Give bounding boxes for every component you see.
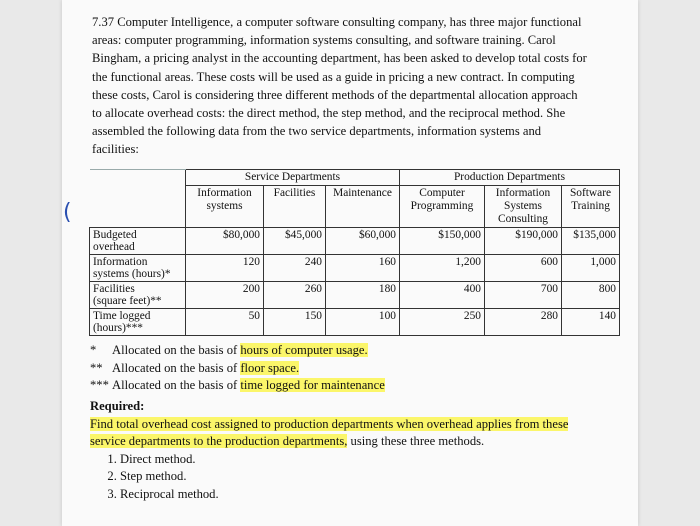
intro-line: areas: computer programming, information systems consulting, and software training. Carol (92, 33, 556, 48)
row-label: Budgeted overhead (90, 228, 186, 255)
table-cell: 600 (485, 255, 562, 282)
footnotes (90, 342, 610, 395)
list-item: 1. Direct method. (120, 451, 620, 469)
required-instruction-line: service departments to the production departments, using these three methods. (90, 434, 485, 448)
list-item: 2. Step method. (120, 468, 620, 486)
col-header-information-systems: Information systems (186, 186, 264, 228)
table-cell: 50 (186, 309, 264, 336)
footnote: * Allocated on the basis of hours of computer usage. (90, 342, 610, 360)
table-cell: 700 (485, 282, 562, 309)
row-label: Information systems (hours)* (90, 255, 186, 282)
col-header-software-training: Software Training (562, 186, 620, 228)
row-label: Time logged (hours)*** (90, 309, 186, 336)
intro-line: the functional areas. These costs will be used as a guide in pricing a new contract. In computing (92, 69, 575, 84)
table-cell: $135,000 (562, 228, 620, 255)
row-label: Facilities (square feet)** (90, 282, 186, 309)
table-cell: $60,000 (326, 228, 400, 255)
problem-intro (92, 13, 622, 159)
intro-line: to allocate overhead costs: the direct method, the step method, and the reciprocal method. She (92, 106, 566, 121)
footnote-marker: * (90, 343, 97, 357)
table-row (90, 309, 620, 336)
table-cell: 200 (186, 282, 264, 309)
methods-list (90, 451, 620, 504)
required-instruction-line: Find total overhead cost assigned to production departments when overhead applies from these (90, 416, 569, 431)
col-header-computer-programming: Computer Programming (400, 186, 485, 228)
service-departments-header: Service Departments (186, 170, 400, 186)
table-cell: $45,000 (264, 228, 326, 255)
footnote-marker: ** (90, 360, 103, 375)
table-cell: $80,000 (186, 228, 264, 255)
highlighted-text: floor space. (240, 360, 300, 375)
table-cell: 260 (264, 282, 326, 309)
intro-line: 7.37 Computer Intelligence, a computer software consulting company, has three major functional (92, 15, 582, 29)
table-cell: 160 (326, 255, 400, 282)
footnote: *** Allocated on the basis of time logged for maintenance (90, 377, 610, 395)
cost-data-table (89, 169, 620, 336)
required-section (90, 398, 620, 503)
table-cell: 1,200 (400, 255, 485, 282)
intro-line: Bingham, a pricing analyst in the accounting department, has been asked to develop total costs for (92, 51, 587, 66)
table-row (90, 228, 620, 255)
footnote: ** Allocated on the basis of floor space. (90, 360, 610, 378)
required-title: Required: (90, 399, 145, 413)
footnote-marker: *** (90, 378, 109, 392)
col-header-facilities: Facilities (264, 186, 326, 228)
highlighted-text: hours of computer usage. (240, 343, 368, 357)
list-item: 3. Reciprocal method. (120, 486, 620, 504)
intro-line: these costs, Carol is considering three different methods of the departmental allocation approach (92, 87, 578, 102)
col-header-information-systems-consulting: Information Systems Consulting (485, 186, 562, 228)
table-cell: 250 (400, 309, 485, 336)
table-cell: 1,000 (562, 255, 620, 282)
table-cell: $150,000 (400, 228, 485, 255)
highlighted-text: time logged for maintenance (240, 378, 385, 392)
intro-line: facilities: (92, 142, 139, 157)
table-cell: $190,000 (485, 228, 562, 255)
production-departments-header: Production Departments (400, 170, 620, 186)
col-header-maintenance: Maintenance (326, 186, 400, 228)
table-cell: 400 (400, 282, 485, 309)
table-cell: 280 (485, 309, 562, 336)
table-cell: 140 (562, 309, 620, 336)
table-cell: 800 (562, 282, 620, 309)
table-cell: 120 (186, 255, 264, 282)
table-row (90, 255, 620, 282)
table-cell: 180 (326, 282, 400, 309)
table-cell: 240 (264, 255, 326, 282)
bracket-mark-icon: ( (63, 200, 72, 225)
table-row (90, 282, 620, 309)
table-cell: 150 (264, 309, 326, 336)
table-cell: 100 (326, 309, 400, 336)
intro-line: assembled the following data from the two service departments, information systems and (92, 124, 542, 139)
